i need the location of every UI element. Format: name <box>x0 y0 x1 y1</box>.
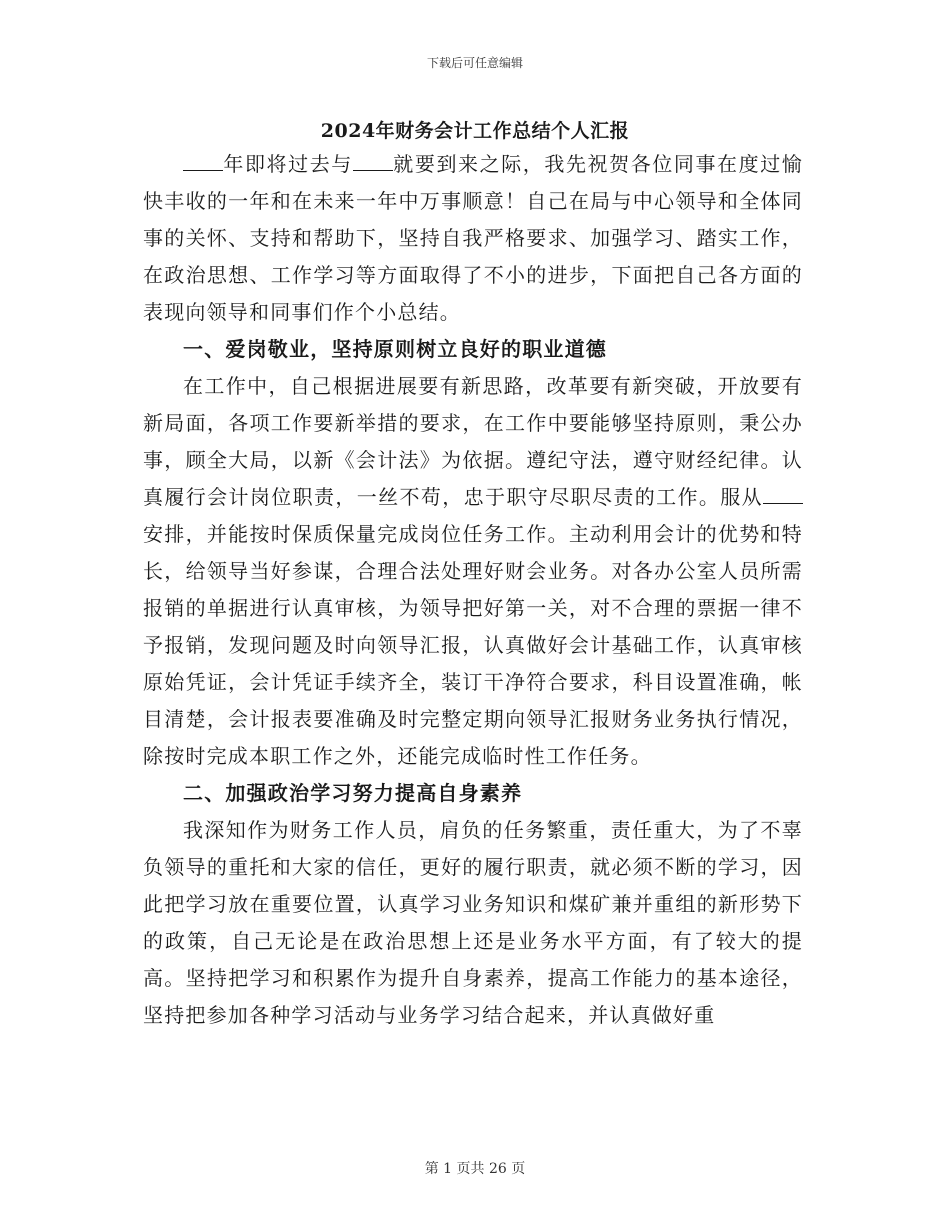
intro-text-part2: 就要到来之际，我先祝贺各位同事在度过愉快丰收的一年和在未来一年中万事顺意！自己在局与中心领导和全体同事的关怀、支持和帮助下，坚持自我严格要求、加强学习、踏实工作，在政治思想、工作学习等方面取得了不小的进步，下面把自己各方面的表现向领导和同事们作个小总结。 <box>143 152 803 324</box>
section-1-text-part2: 安排，并能按时保质保量完成岗位任务工作。主动利用会计的优势和特长，给领导当好参谋，合理合法处理好财会业务。对各办公室人员所需报销的单据进行认真审核，为领导把好第一关，对不合理的票据一律不予报销，发现问题及时向领导汇报，认真做好会计基础工作，认真审核原始凭证，会计凭证手续齐全，装订干净符合要求，科目设置准确，帐目清楚，会计报表要准确及时完整定期向领导汇报财务业务执行情况，除按时完成本职工作之外，还能完成临时性工作任务。 <box>143 522 803 768</box>
page-number: 第 1 页共 26 页 <box>424 1161 526 1177</box>
header-note: 下载后可任意编辑 <box>426 56 523 70</box>
section-2-heading: 二、加强政治学习努力提高自身素养 <box>183 781 523 805</box>
section-1-text-part1: 在工作中，自己根据进展要有新思路，改革要有新突破，开放要有新局面，各项工作要新举措的要求，在工作中要能够坚持原则，秉公办事，顾全大局，以新《会计法》为依据。遵纪守法，遵守财经纪律。认真履行会计岗位职责，一丝不苟，忠于职守尽职尽责的工作。服从 <box>143 374 803 509</box>
section-1-heading: 一、爱岗敬业，坚持原则树立良好的职业道德 <box>183 337 607 361</box>
fill-blank <box>183 152 223 171</box>
fill-blank <box>763 485 803 504</box>
intro-text-part1: 年即将过去与 <box>223 152 353 176</box>
document-title: 2024年财务会计工作总结个人汇报 <box>320 120 630 142</box>
document-body <box>143 146 803 1034</box>
intro-paragraph <box>143 146 803 331</box>
section-1-paragraph <box>143 368 803 775</box>
fill-blank <box>353 152 393 171</box>
section-2-paragraph: 我深知作为财务工作人员，肩负的任务繁重，责任重大，为了不辜负领导的重托和大家的信任，更好的履行职责，就必须不断的学习，因此把学习放在重要位置，认真学习业务知识和煤矿兼并重组的新形势下的政策，自己无论是在政治思想上还是业务水平方面，有了较大的提高。坚持把学习和积累作为提升自身素养，提高工作能力的基本途径，坚持把参加各种学习活动与业务学习结合起来，并认真做好重 <box>143 818 803 1027</box>
